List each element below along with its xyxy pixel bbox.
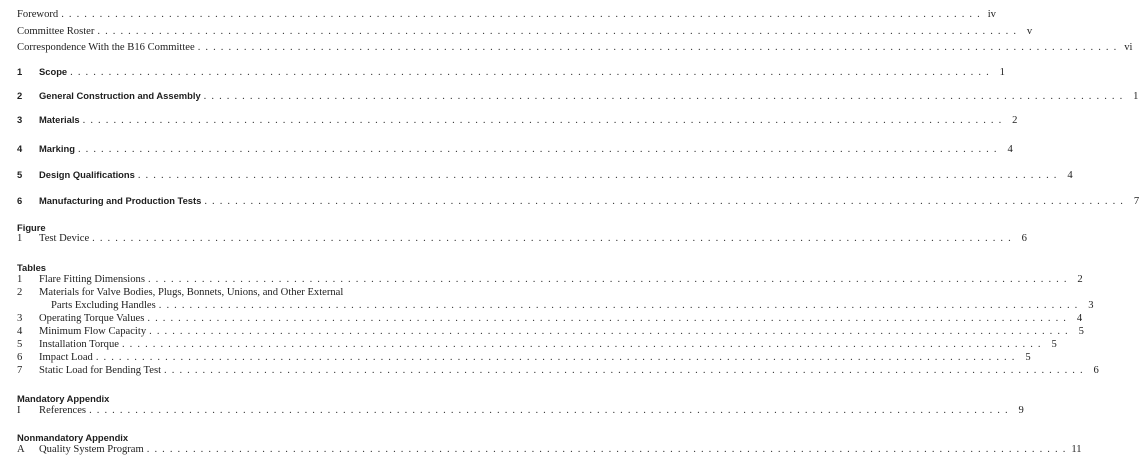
dot-leader: . . . . . . . . . . . . . . . . . . . . . . . . . . . . . . . . . . . . . . . . . . . . . . . . . . . . . . . . . . . . . . . . . . . . . . . . . . . . . . . . . . . . . . . . . . . . . . . . . . . . . . . . . . . . . . . . . . . . . . . .	[197, 42, 1118, 53]
entry-page: 3	[1088, 300, 1094, 311]
appendix-title: References	[39, 405, 87, 416]
entry-page: 2	[1012, 115, 1018, 126]
table-title: Flare Fitting Dimensions	[39, 274, 145, 285]
entry-page: 4	[1076, 313, 1083, 324]
table-title: Installation Torque	[39, 339, 119, 350]
dot-leader: . . . . . . . . . . . . . . . . . . . . . . . . . . . . . . . . . . . . . . . . . . . . . . . . . . . . . . . . . . . . . . . . . . . . . . . . . . . . . . . . . . . . . . . . . . . . . . . . . . . . . . . . . . . . . . . . . . . . . . . .	[97, 26, 1018, 37]
table-number: 6	[17, 352, 23, 363]
entry-page: 6	[1093, 365, 1099, 376]
entry-title: Committee Roster	[17, 26, 95, 37]
table-number: 2	[17, 287, 23, 298]
dot-leader: . . . . . . . . . . . . . . . . . . . . . . . . . . . . . . . . . . . . . . . . . . . . . . . . . . . . . . . . . . . . . . . . . . . . . . . . . . . . . . . . . . . . . . . . . . . . . . . . . . . . . . . . . . . . . . . . . . . . . . . .	[158, 300, 1079, 311]
toc-table-3	[17, 313, 1083, 326]
table-title: Minimum Flow Capacity	[39, 326, 147, 337]
nonmandatory-appendix-heading: Nonmandatory Appendix	[17, 432, 129, 443]
toc-table-5	[17, 339, 1057, 352]
toc-appendix-a	[17, 444, 1082, 457]
entry-page: iv	[987, 9, 996, 20]
dot-leader: . . . . . . . . . . . . . . . . . . . . . . . . . . . . . . . . . . . . . . . . . . . . . . . . . . . . . . . . . . . . . . . . . . . . . . . . . . . . . . . . . . . . . . . . . . . . . . . . . . . . . . . . . . . . . . . . . . . . . . . .	[95, 352, 1016, 363]
dot-leader: . . . . . . . . . . . . . . . . . . . . . . . . . . . . . . . . . . . . . . . . . . . . . . . . . . . . . . . . . . . . . . . . . . . . . . . . . . . . . . . . . . . . . . . . . . . . . . . . . . . . . . . . . . . . . . . . . . . . . . . .	[147, 274, 1068, 285]
entry-page: 5	[1051, 339, 1057, 350]
table-title: Operating Torque Values	[39, 313, 145, 324]
appendix-number: A	[17, 444, 25, 455]
table-number: 4	[17, 326, 23, 337]
entry-page: 1	[999, 67, 1005, 78]
toc-table-1	[17, 274, 1083, 287]
toc-section-2	[17, 90, 1139, 103]
section-number: 5	[17, 169, 23, 180]
table-number: 1	[17, 274, 23, 285]
entry-page: v	[1026, 26, 1033, 37]
toc-figure-1	[17, 233, 1027, 246]
dot-leader: . . . . . . . . . . . . . . . . . . . . . . . . . . . . . . . . . . . . . . . . . . . . . . . . . . . . . . . . . . . . . . . . . . . . . . . . . . . . . . . . . . . . . . . . . . . . . . . . . . . . . . . . . . . . . . . . . . . . . . . .	[146, 444, 1067, 455]
dot-leader: . . . . . . . . . . . . . . . . . . . . . . . . . . . . . . . . . . . . . . . . . . . . . . . . . . . . . . . . . . . . . . . . . . . . . . . . . . . . . . . . . . . . . . . . . . . . . . . . . . . . . . . . . . . . . . . . . . . . . . . .	[82, 115, 1003, 126]
figure-number: 1	[17, 233, 23, 244]
entry-title: Foreword	[17, 9, 59, 20]
tables-heading: Tables	[17, 262, 47, 273]
toc-entry-foreword	[17, 9, 996, 22]
section-number: 2	[17, 90, 23, 101]
table-number: 5	[17, 339, 23, 350]
toc-table-2-continuation	[39, 300, 1094, 313]
entry-page: 4	[1067, 170, 1073, 181]
section-number: 4	[17, 143, 23, 154]
entry-page: 4	[1007, 144, 1013, 155]
table-number: 7	[17, 365, 23, 376]
entry-page: 5	[1078, 326, 1084, 337]
section-number: 3	[17, 114, 23, 125]
dot-leader: . . . . . . . . . . . . . . . . . . . . . . . . . . . . . . . . . . . . . . . . . . . . . . . . . . . . . . . . . . . . . . . . . . . . . . . . . . . . . . . . . . . . . . . . . . . . . . . . . . . . . . . . . . . . . . . . . . . . . . . .	[92, 233, 1012, 244]
table-title-continuation: Parts Excluding Handles	[51, 300, 156, 311]
entry-title: Correspondence With the B16 Committee	[17, 42, 195, 53]
section-title: Design Qualifications	[39, 169, 135, 180]
section-title: Materials	[39, 114, 80, 125]
toc-table-4	[17, 326, 1084, 339]
toc-appendix-i	[17, 405, 1024, 418]
figure-heading: Figure	[17, 222, 46, 233]
mandatory-appendix-heading: Mandatory Appendix	[17, 393, 110, 404]
dot-leader: . . . . . . . . . . . . . . . . . . . . . . . . . . . . . . . . . . . . . . . . . . . . . . . . . . . . . . . . . . . . . . . . . . . . . . . . . . . . . . . . . . . . . . . . . . . . . . . . . . . . . . . . . . . . . . . . . . . . . . . .	[203, 91, 1124, 102]
table-title: Impact Load	[39, 352, 93, 363]
dot-leader: . . . . . . . . . . . . . . . . . . . . . . . . . . . . . . . . . . . . . . . . . . . . . . . . . . . . . . . . . . . . . . . . . . . . . . . . . . . . . . . . . . . . . . . . . . . . . . . . . . . . . . . . . . . . . . . . . . . . . . . .	[137, 170, 1058, 181]
appendix-title: Quality System Program	[39, 444, 144, 455]
section-title: Manufacturing and Production Tests	[39, 195, 202, 206]
toc-table-6	[17, 352, 1031, 365]
dot-leader: . . . . . . . . . . . . . . . . . . . . . . . . . . . . . . . . . . . . . . . . . . . . . . . . . . . . . . . . . . . . . . . . . . . . . . . . . . . . . . . . . . . . . . . . . . . . . . . . . . . . . . . . . . . . . . . . . . . . . . . .	[89, 405, 1009, 416]
appendix-number: I	[17, 405, 21, 416]
dot-leader: . . . . . . . . . . . . . . . . . . . . . . . . . . . . . . . . . . . . . . . . . . . . . . . . . . . . . . . . . . . . . . . . . . . . . . . . . . . . . . . . . . . . . . . . . . . . . . . . . . . . . . . . . . . . . . . . . . . . . . . .	[147, 313, 1068, 324]
dot-leader: . . . . . . . . . . . . . . . . . . . . . . . . . . . . . . . . . . . . . . . . . . . . . . . . . . . . . . . . . . . . . . . . . . . . . . . . . . . . . . . . . . . . . . . . . . . . . . . . . . . . . . . . . . . . . . . . . . . . . . . .	[61, 9, 981, 20]
entry-page: 9	[1018, 405, 1024, 416]
dot-leader: . . . . . . . . . . . . . . . . . . . . . . . . . . . . . . . . . . . . . . . . . . . . . . . . . . . . . . . . . . . . . . . . . . . . . . . . . . . . . . . . . . . . . . . . . . . . . . . . . . . . . . . . . . . . . . . . . . . . . . . .	[77, 144, 998, 155]
toc-section-1	[17, 66, 1005, 79]
entry-page: 6	[1021, 233, 1027, 244]
section-title: Scope	[39, 66, 68, 77]
figure-title: Test Device	[39, 233, 90, 244]
toc-section-6	[17, 195, 1139, 208]
dot-leader: . . . . . . . . . . . . . . . . . . . . . . . . . . . . . . . . . . . . . . . . . . . . . . . . . . . . . . . . . . . . . . . . . . . . . . . . . . . . . . . . . . . . . . . . . . . . . . . . . . . . . . . . . . . . . . . . . . . . . . . .	[149, 326, 1069, 337]
toc-section-4	[17, 143, 1013, 156]
entry-page: 11	[1071, 444, 1082, 455]
toc-entry-committee-roster	[17, 26, 1033, 39]
dot-leader: . . . . . . . . . . . . . . . . . . . . . . . . . . . . . . . . . . . . . . . . . . . . . . . . . . . . . . . . . . . . . . . . . . . . . . . . . . . . . . . . . . . . . . . . . . . . . . . . . . . . . . . . . . . . . . . . . . . . . . . .	[204, 196, 1125, 207]
entry-page: 1	[1133, 91, 1139, 102]
toc-table-7	[17, 365, 1099, 378]
toc-section-3	[17, 114, 1018, 127]
toc-table-2	[17, 287, 449, 300]
dot-leader: . . . . . . . . . . . . . . . . . . . . . . . . . . . . . . . . . . . . . . . . . . . . . . . . . . . . . . . . . . . . . . . . . . . . . . . . . . . . . . . . . . . . . . . . . . . . . . . . . . . . . . . . . . . . . . . . . . . . . . . .	[121, 339, 1042, 350]
section-title: General Construction and Assembly	[39, 90, 201, 101]
table-title: Static Load for Bending Test	[39, 365, 162, 376]
entry-page: 7	[1133, 196, 1139, 207]
dot-leader: . . . . . . . . . . . . . . . . . . . . . . . . . . . . . . . . . . . . . . . . . . . . . . . . . . . . . . . . . . . . . . . . . . . . . . . . . . . . . . . . . . . . . . . . . . . . . . . . . . . . . . . . . . . . . . . . . . . . . . . .	[70, 67, 990, 78]
section-number: 1	[17, 66, 23, 77]
toc-section-5	[17, 169, 1073, 182]
table-number: 3	[17, 313, 23, 324]
table-title: Materials for Valve Bodies, Plugs, Bonnets, Unions, and Other External	[39, 287, 344, 298]
section-number: 6	[17, 195, 23, 206]
entry-page: 5	[1025, 352, 1031, 363]
section-title: Marking	[39, 143, 75, 154]
toc-entry-correspondence	[17, 42, 1133, 55]
dot-leader: . . . . . . . . . . . . . . . . . . . . . . . . . . . . . . . . . . . . . . . . . . . . . . . . . . . . . . . . . . . . . . . . . . . . . . . . . . . . . . . . . . . . . . . . . . . . . . . . . . . . . . . . . . . . . . . . . . . . . . . .	[164, 365, 1084, 376]
entry-page: 2	[1077, 274, 1083, 285]
entry-page: vi	[1124, 42, 1133, 53]
